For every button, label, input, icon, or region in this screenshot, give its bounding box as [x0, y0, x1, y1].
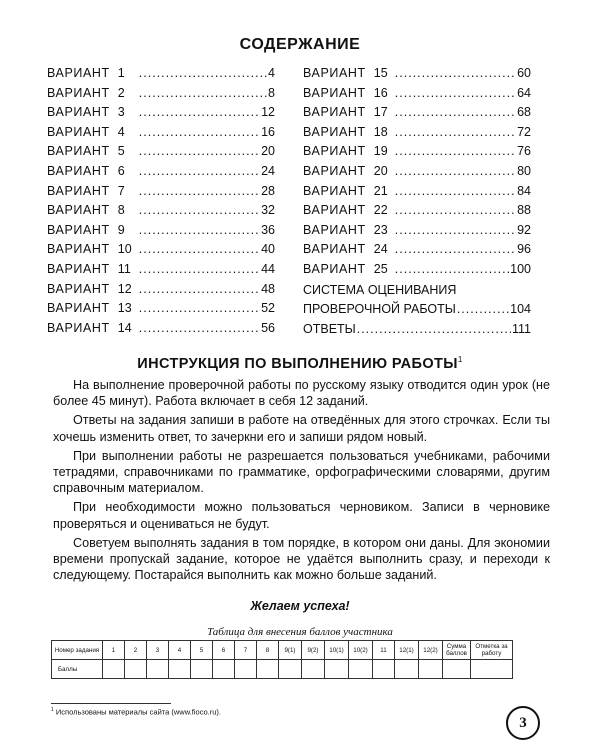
- score-table-column-header: 9(2): [302, 641, 325, 660]
- toc-variant-page: 16: [261, 124, 275, 139]
- toc-entry-variant: [47, 84, 275, 104]
- toc-variant-page: 52: [261, 301, 275, 316]
- toc-variant-page: 28: [261, 183, 275, 198]
- toc-variant-number: 24: [373, 242, 388, 257]
- score-table-column-header: 10(2): [349, 641, 373, 660]
- toc-entry-variant: [47, 319, 275, 339]
- toc-grading-page: 104: [510, 302, 531, 317]
- toc-variant-number: 14: [117, 320, 132, 335]
- toc-dots: [139, 162, 260, 182]
- toc-variant-label: ВАРИАНТ: [303, 163, 366, 178]
- toc-dots: [139, 260, 260, 280]
- toc-variant-number: 23: [373, 222, 388, 237]
- toc-dots: [139, 84, 267, 104]
- score-table-row-label: Номер задания: [52, 641, 103, 660]
- toc-dots: [139, 201, 260, 221]
- footnote-marker: 1: [457, 355, 463, 364]
- score-cell[interactable]: [471, 660, 513, 679]
- score-table-column-header: 7: [235, 641, 257, 660]
- score-cell[interactable]: [213, 660, 235, 679]
- toc-variant-label: ВАРИАНТ: [47, 105, 110, 120]
- toc-dots: [395, 64, 516, 84]
- toc-dots: [139, 64, 267, 84]
- toc-variant-page: 92: [517, 222, 531, 237]
- score-table-column-header: 6: [213, 641, 235, 660]
- score-cell[interactable]: [125, 660, 147, 679]
- instructions-title-text: ИНСТРУКЦИЯ ПО ВЫПОЛНЕНИЮ РАБОТЫ: [137, 355, 458, 372]
- toc-dots: [395, 142, 516, 162]
- score-table-scores-row: [52, 660, 513, 679]
- good-luck-wish: Желаем успеха!: [250, 599, 350, 613]
- toc-dots: [395, 162, 516, 182]
- toc-entry-variant: [303, 142, 531, 162]
- toc-variant-label: ВАРИАНТ: [303, 261, 366, 276]
- toc-entry-grading: [303, 300, 531, 320]
- score-cell[interactable]: [235, 660, 257, 679]
- toc-answers-label: ОТВЕТЫ: [303, 321, 356, 336]
- toc-variant-number: 9: [117, 222, 125, 237]
- toc-variant-page: 84: [517, 183, 531, 198]
- toc-variant-number: 21: [373, 183, 388, 198]
- toc-variant-label: ВАРИАНТ: [47, 320, 110, 335]
- toc-entry-variant: [47, 182, 275, 202]
- toc-dots: [395, 103, 516, 123]
- toc-dots: [139, 221, 260, 241]
- score-cell[interactable]: [373, 660, 395, 679]
- toc-entry-variant: [303, 221, 531, 241]
- instruction-paragraph: Ответы на задания запиши в работе на отведённых для этого строчках. Если ты хочешь изменить ответ, то зачеркни его и запиши рядом новый.: [53, 413, 550, 444]
- toc-variant-page: 96: [517, 242, 531, 257]
- toc-dots: [395, 123, 516, 143]
- toc-entry-variant: [47, 240, 275, 260]
- toc-variant-label: ВАРИАНТ: [303, 242, 366, 257]
- toc-variant-label: ВАРИАНТ: [47, 183, 110, 198]
- toc-variant-page: 100: [510, 261, 531, 276]
- score-cell[interactable]: [191, 660, 213, 679]
- toc-variant-number: 13: [117, 301, 132, 316]
- score-table-column-header: 11: [373, 641, 395, 660]
- toc-variant-number: 1: [117, 66, 125, 80]
- toc-variant-page: 40: [261, 242, 275, 257]
- toc-entry-answers: [303, 320, 531, 340]
- score-cell[interactable]: [325, 660, 349, 679]
- toc-variant-page: 68: [517, 105, 531, 120]
- toc-variant-page: 48: [261, 281, 275, 296]
- toc-variant-number: 18: [373, 124, 388, 139]
- score-table-column-header: 4: [169, 641, 191, 660]
- toc-entry-variant: [303, 123, 531, 143]
- toc-entry-variant: [47, 162, 275, 182]
- toc-variant-label: ВАРИАНТ: [303, 124, 366, 139]
- toc-answers-page: 111: [511, 321, 531, 336]
- toc-entry-variant: [47, 142, 275, 162]
- score-cell[interactable]: [169, 660, 191, 679]
- score-cell[interactable]: [443, 660, 471, 679]
- score-table-column-header: 1: [103, 641, 125, 660]
- toc-dots: [395, 240, 516, 260]
- instruction-paragraph: При выполнении работы не разрешается пользоваться учебниками, рабочими тетрадями, справочниками по грамматике, орфографическими словарями, другим справочным материалом.: [53, 448, 550, 496]
- toc-variant-number: 11: [117, 261, 131, 276]
- toc-entry-variant: [303, 103, 531, 123]
- toc-variant-number: 3: [117, 105, 125, 120]
- toc-entry-variant: [303, 64, 531, 84]
- instructions-body: [53, 377, 550, 586]
- toc-variant-label: ВАРИАНТ: [47, 163, 110, 178]
- toc-dots: [139, 280, 260, 300]
- toc-variant-label: ВАРИАНТ: [47, 222, 110, 237]
- instruction-paragraph: При необходимости можно пользоваться черновиком. Записи в черновике проверяться и оцениваться не будут.: [53, 500, 550, 531]
- toc-dots: [139, 319, 260, 339]
- toc-variant-number: 22: [373, 203, 388, 218]
- toc-variant-number: 15: [373, 66, 388, 80]
- score-table-column-header: 12(1): [395, 641, 419, 660]
- score-table-column-header: Сумма баллов: [443, 641, 471, 660]
- toc-dots: [139, 103, 260, 123]
- score-cell[interactable]: [395, 660, 419, 679]
- toc-variant-label: ВАРИАНТ: [47, 301, 110, 316]
- toc-variant-page: 4: [268, 66, 275, 80]
- toc-variant-label: ВАРИАНТ: [303, 183, 366, 198]
- toc-variant-number: 2: [117, 85, 125, 100]
- toc-entry-variant: [47, 221, 275, 241]
- toc-variant-label: ВАРИАНТ: [303, 105, 366, 120]
- toc-variant-number: 20: [373, 163, 388, 178]
- toc-variant-label: ВАРИАНТ: [47, 124, 110, 139]
- toc-variant-label: ВАРИАНТ: [47, 66, 110, 80]
- toc-entry-variant: [47, 201, 275, 221]
- score-cell[interactable]: [279, 660, 302, 679]
- toc-entry-variant: [303, 240, 531, 260]
- toc-variant-label: ВАРИАНТ: [47, 242, 110, 257]
- toc-dots: [395, 260, 509, 280]
- toc-grading-label-1: СИСТЕМА ОЦЕНИВАНИЯ: [303, 282, 457, 297]
- toc-variant-label: ВАРИАНТ: [303, 203, 366, 218]
- toc-variant-number: 10: [117, 242, 132, 257]
- score-table: [51, 640, 513, 679]
- toc-variant-label: ВАРИАНТ: [303, 144, 366, 159]
- toc-variant-page: 72: [517, 124, 531, 139]
- score-table-column-header: 2: [125, 641, 147, 660]
- toc-dots: [139, 123, 260, 143]
- score-table-column-header: 9(1): [279, 641, 302, 660]
- toc-variant-number: 4: [117, 124, 125, 139]
- toc-variant-page: 60: [517, 66, 531, 80]
- page-number: 3: [506, 706, 540, 740]
- toc-dots: [395, 221, 516, 241]
- toc-entry-variant: [47, 123, 275, 143]
- toc-variant-page: 8: [268, 85, 275, 100]
- toc-entry-variant: [47, 260, 275, 280]
- score-cell[interactable]: [419, 660, 443, 679]
- toc-variant-label: ВАРИАНТ: [47, 281, 110, 296]
- toc-variant-page: 24: [261, 163, 275, 178]
- score-table-column-header: Отметка за работу: [471, 641, 513, 660]
- score-table-column-header: 3: [147, 641, 169, 660]
- toc-variant-page: 36: [261, 222, 275, 237]
- toc-dots: [457, 300, 509, 320]
- score-table-column-header: 8: [257, 641, 279, 660]
- instruction-paragraph: На выполнение проверочной работы по русскому языку отводится один урок (не более 45 минут). Работа включает в себя 12 заданий.: [53, 378, 550, 409]
- toc-entry-variant: [303, 182, 531, 202]
- toc-variant-page: 44: [261, 261, 275, 276]
- toc-variant-number: 8: [117, 203, 125, 218]
- toc-variant-label: ВАРИАНТ: [303, 66, 366, 80]
- toc-variant-number: 25: [373, 261, 388, 276]
- toc-variant-page: 64: [517, 85, 531, 100]
- score-cell[interactable]: [147, 660, 169, 679]
- toc-variant-page: 88: [517, 203, 531, 218]
- toc-dots: [139, 299, 260, 319]
- toc-title: СОДЕРЖАНИЕ: [239, 36, 361, 53]
- toc-column-left: [47, 64, 275, 338]
- toc-variant-number: 19: [373, 144, 388, 159]
- toc-variant-label: ВАРИАНТ: [303, 222, 366, 237]
- toc-variant-number: 17: [373, 105, 388, 120]
- toc-entry-variant: [47, 64, 275, 84]
- score-cell[interactable]: [302, 660, 325, 679]
- toc-variant-number: 7: [117, 183, 125, 198]
- toc-dots: [395, 201, 516, 221]
- toc-variant-page: 80: [517, 163, 531, 178]
- toc-variant-page: 20: [261, 144, 275, 159]
- toc-entry-variant: [303, 201, 531, 221]
- toc-entry-variant: [303, 162, 531, 182]
- footnote-mark: 1: [51, 707, 54, 713]
- toc-dots: [139, 142, 260, 162]
- footnote-rule: [51, 703, 171, 704]
- toc-variant-page: 32: [261, 203, 275, 218]
- toc-grading-label-2: ПРОВЕРОЧНОЙ РАБОТЫ: [303, 302, 456, 317]
- toc-variant-label: ВАРИАНТ: [47, 85, 110, 100]
- toc-variant-label: ВАРИАНТ: [47, 144, 110, 159]
- toc-variant-label: ВАРИАНТ: [47, 261, 110, 276]
- toc-entry-variant: [47, 299, 275, 319]
- toc-variant-label: ВАРИАНТ: [47, 203, 110, 218]
- toc-variant-page: 12: [261, 105, 275, 120]
- score-table-column-header: 5: [191, 641, 213, 660]
- footnote-text: Использованы материалы сайта (www.fioco.ru).: [55, 707, 221, 717]
- score-table-row-label: Баллы: [52, 660, 103, 679]
- toc-variant-number: 16: [373, 85, 388, 100]
- toc-entry-variant: [303, 260, 531, 280]
- toc-entry-variant: [47, 103, 275, 123]
- score-table-column-header: 10(1): [325, 641, 349, 660]
- toc-dots: [395, 182, 516, 202]
- toc-entry-variant: [303, 84, 531, 104]
- toc-entry-grading-line1: [303, 281, 531, 301]
- toc-variant-page: 76: [517, 144, 531, 159]
- score-table-header-row: [52, 641, 513, 660]
- toc-dots: [395, 84, 516, 104]
- toc-dots: [139, 240, 260, 260]
- toc-variant-label: ВАРИАНТ: [303, 85, 366, 100]
- toc-entry-variant: [47, 280, 275, 300]
- score-table-column-header: 12(2): [419, 641, 443, 660]
- instruction-paragraph: Советуем выполнять задания в том порядке, в котором они даны. Для экономии времени пропускай задание, которое не удаётся выполнить сразу, и переходи к следующему. Постарайся выполнить как можно больше заданий.: [53, 535, 550, 583]
- toc-variant-number: 12: [117, 281, 132, 296]
- toc-column-right: [303, 64, 531, 339]
- toc-variant-page: 56: [261, 320, 275, 335]
- toc-dots: [357, 320, 511, 340]
- instructions-title: [0, 355, 600, 372]
- toc-dots: [139, 182, 260, 202]
- score-cell[interactable]: [349, 660, 373, 679]
- score-cell[interactable]: [103, 660, 125, 679]
- toc-variant-number: 6: [117, 163, 125, 178]
- score-table-caption: Таблица для внесения баллов участника: [207, 626, 393, 638]
- toc-variant-number: 5: [117, 144, 125, 159]
- footnote: [51, 707, 221, 717]
- score-cell[interactable]: [257, 660, 279, 679]
